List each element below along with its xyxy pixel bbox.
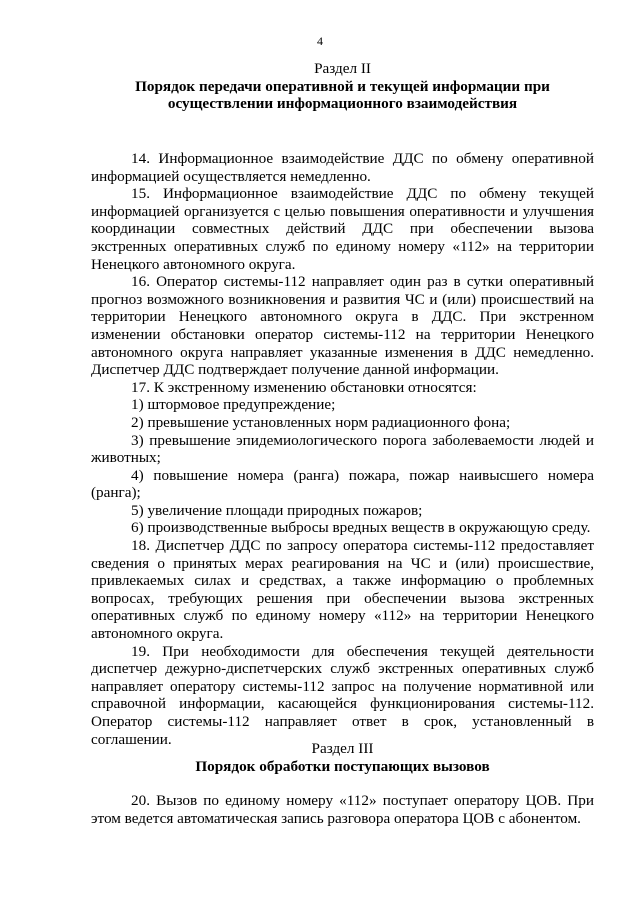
section-2-heading: Порядок передачи оперативной и текущей информации при осуществлении информационного взаимодействия xyxy=(135,77,550,113)
list-item-6: 6) производственные выбросы вредных веществ в окружающую среду. xyxy=(131,519,591,537)
section-3-heading: Порядок обработки поступающих вызовов xyxy=(195,757,490,775)
section-3-label: Раздел III xyxy=(311,740,374,757)
section-2-label: Раздел II xyxy=(314,60,371,77)
list-item-5: 5) увеличение площади природных пожаров; xyxy=(131,501,423,519)
section-3 xyxy=(91,740,594,775)
paragraph-19: 19. При необходимости для обеспечения текущей деятельности диспетчер дежурно-диспетчерских служб экстренных оперативных служб направляет оператору системы-112 запрос на получение нормативной или справочной информации, касающейся функционирования системы-112. Оператор системы-112 направляет ответ в срок, установленный в соглашении. xyxy=(91,642,594,748)
section-3-body xyxy=(91,792,594,827)
section-2-body xyxy=(91,150,594,748)
list-item-4: 4) повышение номера (ранга) пожара, пожар наивысшего номера (ранга); xyxy=(91,466,594,502)
paragraph-15: 15. Информационное взаимодействие ДДС по обмену текущей информацией организуется с целью повышения оперативности и улучшения координации совместных действий ДДС при обеспечении вызова экстренных оперативных служб по единому номеру «112» на территории Ненецкого автономного округа. xyxy=(91,185,594,273)
list-item-1: 1) штормовое предупреждение; xyxy=(131,396,336,414)
paragraph-17: 17. К экстренному изменению обстановки относятся: xyxy=(131,378,477,396)
paragraph-18: 18. Диспетчер ДДС по запросу оператора системы-112 предоставляет сведения о принятых мерах реагирования на ЧС и (или) происшествие, привлекаемых силах и средствах, а также информацию о проблемных вопросах, требующих решения при обеспечении вызова экстренных оперативных служб по единому номеру «112» на территории Ненецкого автономного округа. xyxy=(91,537,594,643)
section-2 xyxy=(91,60,594,113)
list-item-2: 2) превышение установленных норм радиационного фона; xyxy=(131,413,511,431)
page-number: 4 xyxy=(317,34,323,48)
paragraph-20: 20. Вызов по единому номеру «112» поступает оператору ЦОВ. При этом ведется автоматическая запись разговора оператора ЦОВ с абонентом. xyxy=(91,792,594,827)
paragraph-16: 16. Оператор системы-112 направляет один раз в сутки оперативный прогноз возможного возникновения и развития ЧС и (или) происшествий на территории Ненецкого автономного округа в ДДС. При экстренном изменении обстановки оператор системы-112 на территории Ненецкого автономного округа направляет указанные изменения в ДДС немедленно. Диспетчер ДДС подтверждает получение данной информации. xyxy=(91,273,594,379)
paragraph-14: 14. Информационное взаимодействие ДДС по обмену оперативной информацией осуществляется немедленно. xyxy=(91,150,594,185)
list-item-3: 3) превышение эпидемиологического порога заболеваемости людей и животных; xyxy=(91,431,594,467)
